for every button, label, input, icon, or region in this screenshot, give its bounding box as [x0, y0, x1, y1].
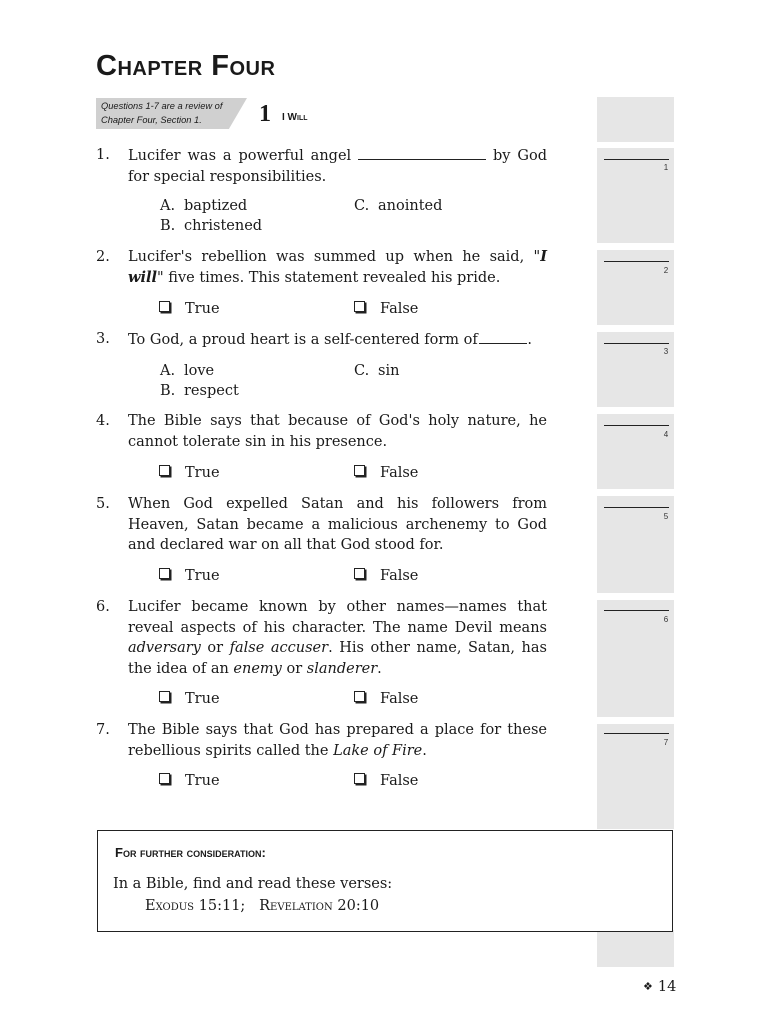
true-label: True [185, 301, 220, 317]
option-b[interactable] [160, 381, 239, 402]
true-option[interactable] [159, 771, 220, 792]
false-option[interactable] [354, 771, 418, 792]
question-emphasis: slanderer [306, 660, 378, 677]
checkbox-icon[interactable] [159, 773, 170, 784]
question-emphasis: enemy [233, 660, 282, 677]
question-1-text [128, 145, 547, 187]
question-emphasis: I will [128, 248, 547, 286]
answer-column-cell-5 [597, 496, 674, 593]
chapter-title: Chapter Four [96, 50, 276, 82]
question-emphasis: Lake of Fire [333, 742, 423, 759]
question-text: or [281, 660, 307, 677]
option-text: anointed [378, 198, 443, 214]
checkbox-icon[interactable] [354, 568, 365, 579]
checkbox-icon[interactable] [159, 691, 170, 702]
option-a[interactable] [160, 361, 214, 382]
answer-number-2: 2 [663, 266, 669, 275]
checkbox-icon[interactable] [354, 773, 365, 784]
question-text: by God for special responsibilities. [128, 148, 547, 185]
true-label: True [185, 691, 220, 707]
true-option[interactable] [159, 689, 220, 710]
further-consideration-text: In a Bible, find and read these verses: [113, 876, 393, 892]
answer-number-1: 1 [663, 163, 669, 172]
checkbox-icon[interactable] [354, 465, 365, 476]
option-letter: B. [160, 383, 176, 399]
option-letter: B. [160, 218, 176, 234]
question-2-text [128, 247, 547, 288]
answer-blank-4[interactable] [604, 425, 669, 426]
answer-number-7: 7 [663, 738, 669, 747]
false-option[interactable] [354, 566, 418, 587]
question-text: . [422, 742, 427, 759]
answer-number-3: 3 [663, 347, 669, 356]
option-text: baptized [184, 198, 248, 214]
option-text: respect [184, 383, 239, 399]
question-text: . His other name, Satan, has the idea of an [128, 640, 547, 677]
answer-column-header [597, 97, 674, 142]
option-letter: C. [354, 198, 370, 214]
answer-blank-5[interactable] [604, 507, 669, 508]
question-7-text [128, 720, 547, 761]
false-label: False [380, 301, 419, 317]
option-letter: A. [160, 363, 176, 379]
answer-blank-2[interactable] [604, 261, 669, 262]
question-number: 5. [96, 496, 110, 512]
false-label: False [380, 568, 419, 584]
answer-blank-7[interactable] [604, 733, 669, 734]
answer-number-6: 6 [663, 615, 669, 624]
question-text: . [527, 332, 532, 348]
page-number-footer [643, 980, 676, 995]
question-number: 6. [96, 599, 110, 615]
question-4-text: The Bible says that because of God's holy nature, he cannot tolerate sin in his presence. [128, 413, 547, 450]
fill-in-blank[interactable] [358, 145, 486, 160]
question-3-text [128, 329, 547, 351]
checkbox-icon[interactable] [159, 465, 170, 476]
false-label: False [380, 773, 419, 789]
option-letter: A. [160, 198, 176, 214]
question-number: 4. [96, 413, 110, 429]
question-emphasis: adversary [128, 640, 201, 656]
checkbox-icon[interactable] [354, 301, 365, 312]
false-option[interactable] [354, 463, 418, 484]
question-6-text [128, 597, 547, 679]
true-label: True [185, 465, 220, 481]
answer-blank-1[interactable] [604, 159, 669, 160]
answer-number-5: 5 [663, 512, 669, 521]
option-a[interactable] [160, 196, 247, 217]
question-text: . [377, 660, 382, 677]
review-note: Questions 1-7 are a review of Chapter Four, Section 1. [101, 101, 223, 125]
option-text: love [184, 363, 215, 379]
section-title: I Will [282, 112, 308, 123]
verse-references: Exodus 15:11; Revelation 20:10 [145, 898, 380, 914]
question-number: 2. [96, 249, 110, 265]
question-text: or [200, 640, 230, 656]
checkbox-icon[interactable] [159, 301, 170, 312]
option-text: christened [184, 218, 263, 234]
true-label: True [185, 568, 220, 584]
checkbox-icon[interactable] [159, 568, 170, 579]
question-text: The Bible says that God has prepared a place for these rebellious spirits called the [128, 722, 547, 759]
question-text: " five times. This statement revealed his pride. [157, 269, 501, 286]
question-number: 7. [96, 722, 110, 738]
fill-in-blank[interactable] [479, 329, 527, 344]
question-text: Lucifer became known by other names—names that reveal aspects of his character. The name Devil means [128, 599, 547, 636]
answer-blank-6[interactable] [604, 610, 669, 611]
question-number: 3. [96, 331, 110, 347]
answer-blank-3[interactable] [604, 343, 669, 344]
true-label: True [185, 773, 220, 789]
option-c[interactable] [354, 361, 399, 382]
option-letter: C. [354, 363, 370, 379]
false-option[interactable] [354, 299, 418, 320]
true-option[interactable] [159, 463, 220, 484]
diamond-ornament-icon: ❖ [643, 980, 653, 993]
true-option[interactable] [159, 566, 220, 587]
section-number: 1 [259, 101, 271, 127]
question-text: Lucifer was a powerful angel [128, 148, 352, 164]
true-option[interactable] [159, 299, 220, 320]
further-consideration-heading: For further consideration: [115, 845, 266, 860]
option-c[interactable] [354, 196, 442, 217]
question-text: Lucifer's rebellion was summed up when he said, " [128, 249, 541, 265]
page-number: 14 [657, 979, 677, 995]
option-text: sin [378, 363, 400, 379]
option-b[interactable] [160, 216, 262, 237]
answer-column-footer [597, 930, 674, 967]
question-text: To God, a proud heart is a self-centered form of [128, 332, 478, 348]
question-number: 1. [96, 147, 110, 163]
checkbox-icon[interactable] [354, 691, 365, 702]
false-option[interactable] [354, 689, 418, 710]
false-label: False [380, 691, 419, 707]
question-5-text: When God expelled Satan and his followers from Heaven, Satan became a malicious archenemy to God and declared war on all that God stood for. [128, 496, 547, 553]
question-emphasis: false accuser [229, 640, 329, 656]
false-label: False [380, 465, 419, 481]
answer-number-4: 4 [663, 430, 669, 439]
answer-column-cell-1 [597, 148, 674, 243]
